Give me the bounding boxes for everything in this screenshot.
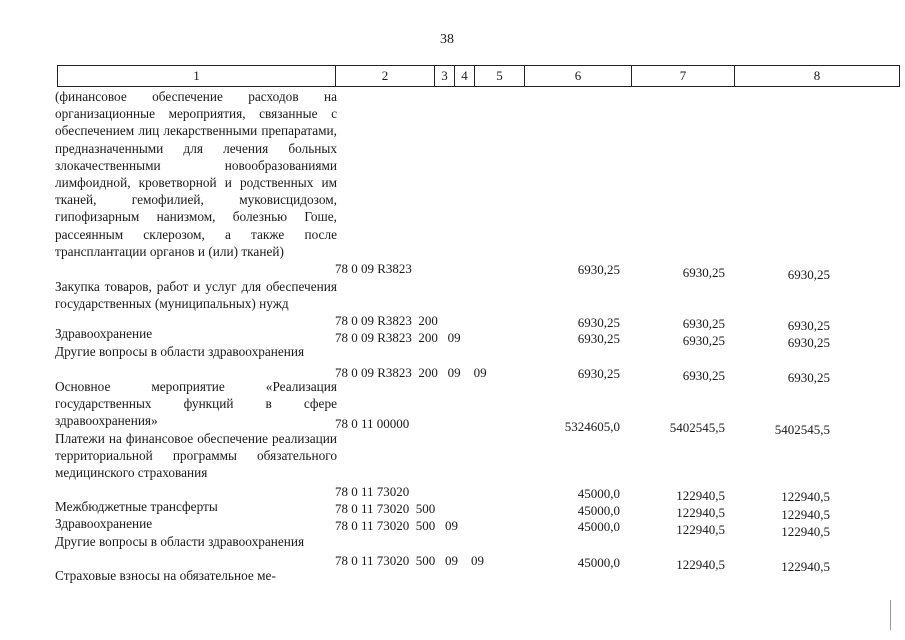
row-description: Другие вопросы в области здравоохранения: [55, 534, 305, 549]
row-value-col8: 122940,5: [781, 559, 830, 574]
row-value-col8: 6930,25: [787, 267, 830, 282]
row-value-col7: 6930,25: [682, 265, 725, 280]
row-value-col8: 122940,5: [781, 507, 830, 522]
row-value-col6: 45000,0: [577, 503, 620, 518]
row-value-col7: 122940,5: [676, 488, 725, 503]
row-value-col6: 45000,0: [577, 555, 620, 570]
row-code: 78 0 09 R3823 200 09: [335, 330, 461, 345]
row-description: Основное мероприятие «Реализация государственных функций в сфере здравоохранения»: [55, 379, 337, 429]
row-description: Здравоохранение: [55, 516, 153, 531]
row-value-col8: 122940,5: [781, 489, 830, 504]
row-code: 78 0 11 73020: [335, 484, 410, 499]
row-value-col8: 6930,25: [787, 318, 830, 333]
row-description: Другие вопросы в области здравоохранения: [55, 344, 305, 359]
row-value-col7: 122940,5: [676, 557, 725, 572]
header-col-4: 4: [455, 66, 475, 86]
header-col-1: 1: [58, 66, 336, 86]
scan-edge-mark: [890, 600, 891, 630]
header-col-5: 5: [475, 66, 525, 86]
row-value-col7: 6930,25: [682, 316, 725, 331]
table-header: [57, 65, 900, 87]
header-col-2: 2: [336, 66, 435, 86]
row-code: 78 0 09 R3823 200 09 09: [335, 365, 487, 380]
row-value-col7: 6930,25: [682, 333, 725, 348]
row-value-col6: 5324605,0: [564, 419, 620, 434]
row-value-col7: 122940,5: [676, 505, 725, 520]
row-value-col6: 6930,25: [577, 366, 620, 381]
header-col-6: 6: [525, 66, 632, 86]
row-value-col8: 6930,25: [787, 335, 830, 350]
row-description: Здравоохранение: [55, 326, 153, 341]
row-description: Платежи на финансовое обеспечение реализации территориальной программы обязательного медицинского страхования: [55, 431, 337, 481]
header-col-3: 3: [435, 66, 455, 86]
header-col-7: 7: [632, 66, 735, 86]
row-value-col6: 45000,0: [577, 486, 620, 501]
row-value-col6: 6930,25: [577, 331, 620, 346]
row-value-col7: 122940,5: [676, 522, 725, 537]
row-value-col6: 45000,0: [577, 519, 620, 534]
row-value-col8: 122940,5: [781, 524, 830, 539]
row-code: 78 0 09 R3823: [335, 261, 412, 276]
row-code: 78 0 11 73020 500: [335, 501, 436, 516]
row-code: 78 0 11 00000: [335, 416, 410, 431]
row-value-col7: 5402545,5: [669, 420, 725, 435]
header-col-8: 8: [813, 68, 821, 83]
row-value-col8: 6930,25: [787, 370, 830, 385]
row-value-col8: 5402545,5: [774, 422, 830, 437]
row-description: Закупка товаров, работ и услуг для обеспечения государственных (муниципальных) нужд: [55, 279, 337, 312]
row-description: (финансовое обеспечение расходов на организационные мероприятия, связанные с обеспечением лиц лекарственными препаратами, предназначенными для лечения больных злокачественными новообразованиями лимфоидной, кроветворной и родственных им тканей, гемофилией, муковисцидозом, гипофизарным нанизмом, болезнью Гоше, рассеянным склерозом, а также после трансплантации органов и (или) тканей): [55, 89, 337, 259]
row-value-col7: 6930,25: [682, 368, 725, 383]
page-number: 38: [440, 32, 454, 47]
row-code: 78 0 09 R3823 200: [335, 313, 438, 328]
row-description: Страховые взносы на обязательное ме-: [55, 568, 276, 583]
row-code: 78 0 11 73020 500 09 09: [335, 553, 485, 568]
row-description: Межбюджетные трансферты: [55, 499, 218, 514]
row-value-col6: 6930,25: [577, 262, 620, 277]
row-value-col6: 6930,25: [577, 315, 620, 330]
row-code: 78 0 11 73020 500 09: [335, 518, 459, 533]
